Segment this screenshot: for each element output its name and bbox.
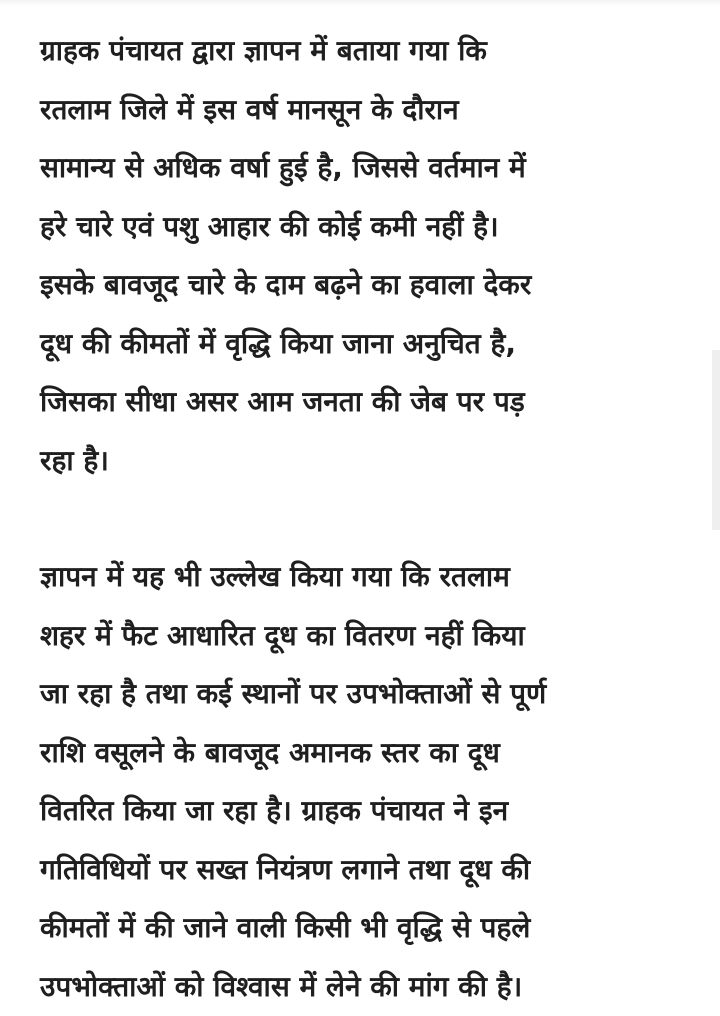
paragraph-1: [40, 22, 680, 490]
text-line: कीमतों में की जाने वाली किसी भी वृद्धि से पहले: [40, 899, 680, 958]
text-line: इसके बावजूद चारे के दाम बढ़ने का हवाला देकर: [40, 256, 680, 315]
text-line: रहा है।: [40, 432, 680, 491]
article-body: [40, 22, 680, 1016]
text-line: ग्राहक पंचायत द्वारा ज्ञापन में बताया गया कि: [40, 22, 680, 81]
text-line: वितरित किया जा रहा है। ग्राहक पंचायत ने इन: [40, 782, 680, 841]
text-line: रतलाम जिले में इस वर्ष मानसून के दौरान: [40, 81, 680, 140]
text-line: जा रहा है तथा कई स्थानों पर उपभोक्ताओं से पूर्ण: [40, 665, 680, 724]
text-line: सामान्य से अधिक वर्षा हुई है, जिससे वर्तमान में: [40, 139, 680, 198]
text-line: जिसका सीधा असर आम जनता की जेब पर पड़: [40, 373, 680, 432]
scrollbar-thumb[interactable]: [712, 350, 720, 530]
top-edge-shade: [0, 0, 720, 6]
text-line: राशि वसूलने के बावजूद अमानक स्तर का दूध: [40, 724, 680, 783]
text-line: उपभोक्ताओं को विश्वास में लेने की मांग की है।: [40, 958, 680, 1016]
text-line: शहर में फैट आधारित दूध का वितरण नहीं किया: [40, 607, 680, 666]
text-line: हरे चारे एवं पशु आहार की कोई कमी नहीं है।: [40, 198, 680, 257]
paragraph-2: [40, 548, 680, 1016]
text-line: गतिविधियों पर सख्त नियंत्रण लगाने तथा दूध की: [40, 841, 680, 900]
paragraph-spacer: [40, 490, 680, 548]
text-line: ज्ञापन में यह भी उल्लेख किया गया कि रतलाम: [40, 548, 680, 607]
text-line: दूध की कीमतों में वृद्धि किया जाना अनुचित है,: [40, 315, 680, 374]
